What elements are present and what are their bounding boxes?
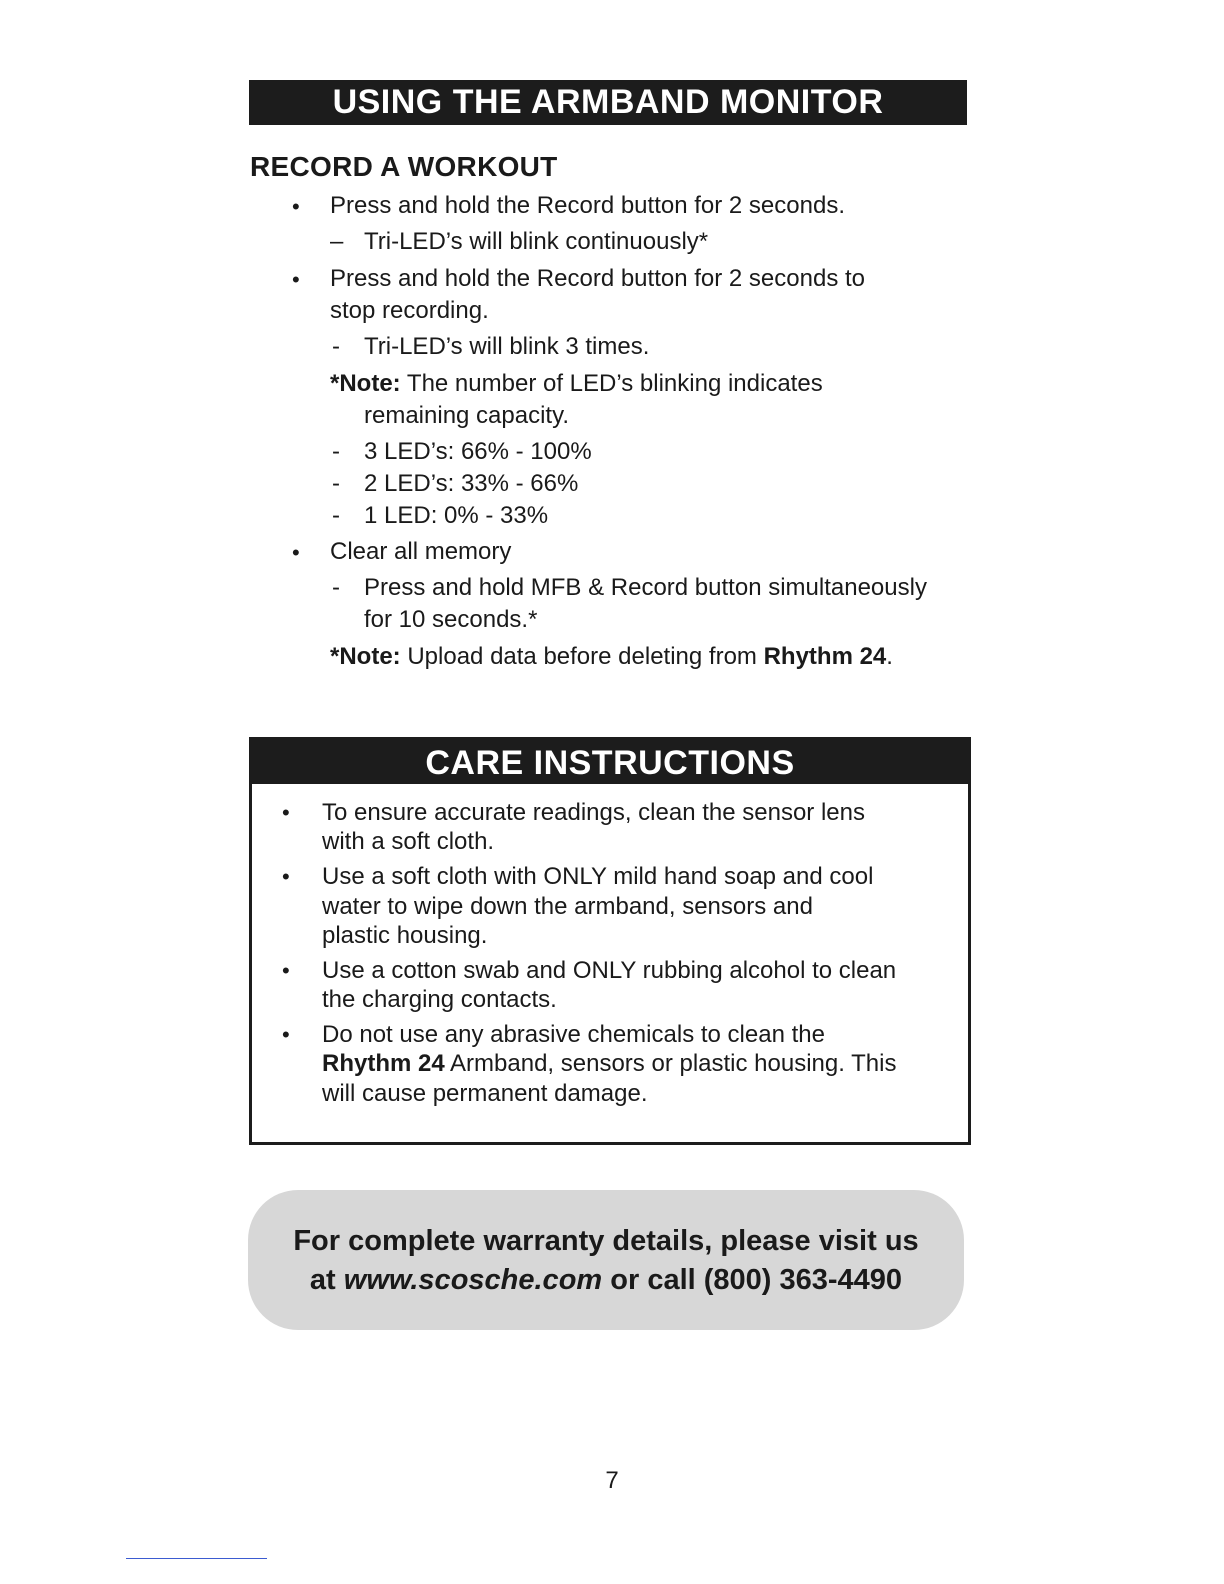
care-item-4-line-2 xyxy=(322,1049,896,1079)
capacity-3-led: 3 LED’s: 66% - 100% xyxy=(364,438,592,465)
bullet-icon: • xyxy=(292,267,300,292)
dash-marker: - xyxy=(332,574,340,601)
bullet-icon: • xyxy=(282,864,290,889)
care-instructions-heading: CARE INSTRUCTIONS xyxy=(252,740,968,784)
record-item-2-sub: Tri-LED’s will blink 3 times. xyxy=(364,333,650,360)
page-number: 7 xyxy=(605,1467,619,1494)
note-label: *Note: xyxy=(330,370,401,397)
dash-marker: - xyxy=(332,502,340,529)
product-name: Rhythm 24 xyxy=(322,1050,445,1077)
record-item-3: Clear all memory xyxy=(330,538,512,565)
care-item-3-line-1: Use a cotton swab and ONLY rubbing alcohol to clean xyxy=(322,957,897,984)
bullet-icon: • xyxy=(292,194,300,219)
care-item-4-line-3: will cause permanent damage. xyxy=(322,1080,648,1107)
note-end: . xyxy=(886,643,893,670)
record-item-2-line-1: Press and hold the Record button for 2 seconds to xyxy=(330,265,865,292)
delete-note xyxy=(330,642,893,672)
record-item-1-sub: Tri-LED’s will blink continuously* xyxy=(364,228,709,255)
dash-marker: - xyxy=(332,470,340,497)
warranty-prefix: at xyxy=(309,1264,336,1296)
capacity-1-led: 1 LED: 0% - 33% xyxy=(364,502,549,529)
dash-marker: – xyxy=(330,228,344,255)
care-item-2-line-3: plastic housing. xyxy=(322,922,488,949)
warranty-callout xyxy=(248,1190,964,1330)
note-text: Upload data before deleting from xyxy=(407,643,757,670)
care-item-2-line-1: Use a soft cloth with ONLY mild hand soap and cool xyxy=(322,863,874,890)
record-item-1: Press and hold the Record button for 2 seconds. xyxy=(330,192,845,219)
capacity-note xyxy=(330,369,823,399)
dash-marker: - xyxy=(332,438,340,465)
care-item-1-line-2: with a soft cloth. xyxy=(322,828,495,855)
note-text: The number of LED’s blinking indicates xyxy=(406,370,823,397)
footnote-divider xyxy=(126,1558,267,1559)
website-link[interactable]: www.scosche.com xyxy=(343,1264,603,1296)
bullet-icon: • xyxy=(282,1022,290,1047)
note-label: *Note: xyxy=(330,643,401,670)
section-banner: USING THE ARMBAND MONITOR xyxy=(249,80,967,125)
record-item-2-line-2: stop recording. xyxy=(330,297,489,324)
warranty-phone: or call (800) 363-4490 xyxy=(610,1264,903,1296)
capacity-2-led: 2 LED’s: 33% - 66% xyxy=(364,470,579,497)
product-name: Rhythm 24 xyxy=(763,643,887,670)
record-item-3-sub-line-2: for 10 seconds.* xyxy=(364,606,538,633)
care-item-1-line-1: To ensure accurate readings, clean the sensor lens xyxy=(322,799,865,826)
bullet-icon: • xyxy=(292,540,300,565)
warranty-line-1: For complete warranty details, please visit us xyxy=(293,1225,919,1257)
record-workout-heading: RECORD A WORKOUT xyxy=(250,151,558,182)
care-item-3-line-2: the charging contacts. xyxy=(322,986,557,1013)
dash-marker: - xyxy=(332,333,340,360)
bullet-icon: • xyxy=(282,800,290,825)
care-instructions-box xyxy=(249,737,971,1145)
care-item-2-line-2: water to wipe down the armband, sensors and xyxy=(322,893,813,920)
care-item-4-line-1: Do not use any abrasive chemicals to clean the xyxy=(322,1021,825,1048)
bullet-icon: • xyxy=(282,958,290,983)
warranty-line-2 xyxy=(248,1261,964,1299)
care-item-4-line-2-rest: Armband, sensors or plastic housing. This xyxy=(450,1050,897,1077)
record-item-3-sub-line-1: Press and hold MFB & Record button simultaneously xyxy=(364,574,927,601)
capacity-note-cont: remaining capacity. xyxy=(364,402,569,429)
